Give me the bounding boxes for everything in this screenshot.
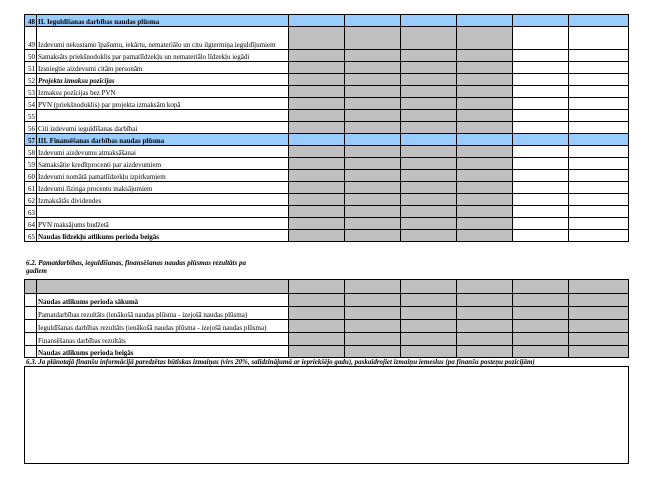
value-cell[interactable] xyxy=(401,346,457,358)
row-number: 57 xyxy=(25,134,37,146)
table-row xyxy=(25,206,629,218)
value-cell[interactable] xyxy=(513,62,569,74)
row-label: Izmaksātās dividendes xyxy=(37,194,289,206)
row-number xyxy=(25,294,37,307)
value-cell[interactable] xyxy=(569,86,629,98)
row-label xyxy=(37,280,289,294)
value-cell[interactable] xyxy=(513,27,569,50)
value-cell[interactable] xyxy=(457,230,513,242)
table-row xyxy=(25,27,629,50)
value-cell[interactable] xyxy=(513,194,569,206)
row-label: Izdevumi aizdevumu atmaksāšanai xyxy=(37,146,289,158)
value-cell[interactable] xyxy=(289,230,345,242)
value-cell[interactable] xyxy=(569,294,629,307)
value-cell[interactable] xyxy=(569,307,629,320)
row-label: Izsniegtie aizdevumi citām personām xyxy=(37,62,289,74)
table-row xyxy=(25,62,629,74)
value-cell[interactable] xyxy=(289,182,345,194)
value-cell[interactable] xyxy=(457,182,513,194)
value-cell[interactable] xyxy=(457,98,513,110)
value-cell[interactable] xyxy=(345,15,401,27)
row-label: Naudas līdzekļu atlikums perioda beigās xyxy=(37,230,289,242)
value-cell[interactable] xyxy=(569,50,629,62)
value-cell[interactable] xyxy=(289,170,345,182)
value-cell[interactable] xyxy=(513,206,569,218)
value-cell[interactable] xyxy=(457,346,513,358)
value-cell[interactable] xyxy=(345,158,401,170)
row-number: 58 xyxy=(25,146,37,158)
row-number xyxy=(25,307,37,320)
value-cell[interactable] xyxy=(289,86,345,98)
value-cell[interactable] xyxy=(401,182,457,194)
value-cell[interactable] xyxy=(513,182,569,194)
row-number: 59 xyxy=(25,158,37,170)
section-63-title: 6.3. Ja plānotajā finanšu informācijā paredzētas būtiskas izmaiņas (virs 20%, salīdzinājumā ar iepriekšējo gadu), paskaidrojiet izmaiņu iemeslus (pa finanšu posteņu pozīcijām) xyxy=(26,358,535,366)
results-sheet xyxy=(24,279,628,358)
value-cell[interactable] xyxy=(513,320,569,333)
row-number: 53 xyxy=(25,86,37,98)
value-cell[interactable] xyxy=(345,98,401,110)
value-cell[interactable] xyxy=(513,346,569,358)
value-cell[interactable] xyxy=(401,27,457,50)
table-row xyxy=(25,346,629,358)
value-cell[interactable] xyxy=(569,146,629,158)
value-cell[interactable] xyxy=(457,146,513,158)
row-number xyxy=(25,346,37,358)
value-cell[interactable] xyxy=(569,134,629,146)
table-row xyxy=(25,146,629,158)
value-cell[interactable] xyxy=(457,294,513,307)
row-number xyxy=(25,320,37,333)
value-cell[interactable] xyxy=(345,146,401,158)
value-cell[interactable] xyxy=(401,158,457,170)
value-cell[interactable] xyxy=(401,110,457,122)
value-cell[interactable] xyxy=(289,98,345,110)
value-cell[interactable] xyxy=(345,320,401,333)
row-label: Projekta izmaksu pozīcijas xyxy=(37,74,289,86)
value-cell[interactable] xyxy=(345,182,401,194)
value-cell[interactable] xyxy=(345,230,401,242)
row-number: 61 xyxy=(25,182,37,194)
row-label xyxy=(37,110,289,122)
table-row xyxy=(25,333,629,346)
value-cell[interactable] xyxy=(513,122,569,134)
value-cell[interactable] xyxy=(513,15,569,27)
value-cell[interactable] xyxy=(513,86,569,98)
row-label xyxy=(37,206,289,218)
table-row xyxy=(25,50,629,62)
value-cell[interactable] xyxy=(401,230,457,242)
row-label: Naudas atlikums perioda beigās xyxy=(37,346,289,358)
value-cell[interactable] xyxy=(289,280,345,294)
row-number: 65 xyxy=(25,230,37,242)
row-label: Ieguldīšanas darbības rezultāts (ienākošā naudas plūsma - izejošā naudas plūsma) xyxy=(37,320,289,333)
results-table xyxy=(24,279,629,358)
value-cell[interactable] xyxy=(457,170,513,182)
value-cell[interactable] xyxy=(345,74,401,86)
value-cell[interactable] xyxy=(401,280,457,294)
value-cell[interactable] xyxy=(457,27,513,50)
table-row xyxy=(25,122,629,134)
value-cell[interactable] xyxy=(345,218,401,230)
table-row xyxy=(25,230,629,242)
value-cell[interactable] xyxy=(289,194,345,206)
table-row xyxy=(25,170,629,182)
value-cell[interactable] xyxy=(289,146,345,158)
table-row xyxy=(25,280,629,294)
value-cell[interactable] xyxy=(569,230,629,242)
row-label: Samaksāts priekšnodoklis par pamatlīdzekļu un nemateriālo līdzekļu iegādi xyxy=(37,50,289,62)
value-cell[interactable] xyxy=(345,307,401,320)
value-cell[interactable] xyxy=(569,110,629,122)
value-cell[interactable] xyxy=(513,110,569,122)
table-row xyxy=(25,98,629,110)
table-row xyxy=(25,158,629,170)
table-row xyxy=(25,110,629,122)
value-cell[interactable] xyxy=(401,333,457,346)
row-label: Izdevumi nekustamo īpašumu, iekārtu, nemateriālo un citu ilgtermiņa ieguldījumiem xyxy=(37,27,289,50)
value-cell[interactable] xyxy=(289,27,345,50)
value-cell[interactable] xyxy=(513,98,569,110)
value-cell[interactable] xyxy=(401,218,457,230)
cashflow-sheet xyxy=(24,14,628,242)
value-cell[interactable] xyxy=(289,74,345,86)
value-cell[interactable] xyxy=(401,62,457,74)
value-cell[interactable] xyxy=(513,218,569,230)
value-cell[interactable] xyxy=(345,122,401,134)
value-cell[interactable] xyxy=(289,15,345,27)
table-row xyxy=(25,194,629,206)
value-cell[interactable] xyxy=(513,170,569,182)
row-label: II. Ieguldīšanas darbības naudas plūsma xyxy=(37,15,289,27)
table-row xyxy=(25,307,629,320)
table-row xyxy=(25,294,629,307)
value-cell[interactable] xyxy=(569,27,629,50)
value-cell[interactable] xyxy=(345,27,401,50)
row-number: 63 xyxy=(25,206,37,218)
value-cell[interactable] xyxy=(569,158,629,170)
value-cell[interactable] xyxy=(289,50,345,62)
row-number: 51 xyxy=(25,62,37,74)
value-cell[interactable] xyxy=(513,158,569,170)
row-label: Pamatdarbības rezultāts (ienākošā naudas plūsma - izejošā naudas plūsma) xyxy=(37,307,289,320)
value-cell[interactable] xyxy=(457,15,513,27)
row-number: 56 xyxy=(25,122,37,134)
value-cell[interactable] xyxy=(457,110,513,122)
value-cell[interactable] xyxy=(345,346,401,358)
value-cell[interactable] xyxy=(289,122,345,134)
row-number: 49 xyxy=(25,27,37,50)
value-cell[interactable] xyxy=(457,86,513,98)
value-cell[interactable] xyxy=(289,62,345,74)
value-cell[interactable] xyxy=(569,194,629,206)
value-cell[interactable] xyxy=(345,110,401,122)
table-row xyxy=(25,134,629,146)
value-cell[interactable] xyxy=(569,182,629,194)
value-cell[interactable] xyxy=(569,74,629,86)
row-number xyxy=(25,280,37,294)
value-cell[interactable] xyxy=(513,134,569,146)
value-cell[interactable] xyxy=(401,74,457,86)
value-cell[interactable] xyxy=(345,294,401,307)
value-cell[interactable] xyxy=(457,122,513,134)
row-label: Izmaksu pozīcijas bez PVN xyxy=(37,86,289,98)
row-label: PVN maksājums budžetā xyxy=(37,218,289,230)
value-cell[interactable] xyxy=(401,170,457,182)
value-cell[interactable] xyxy=(289,307,345,320)
value-cell[interactable] xyxy=(569,62,629,74)
value-cell[interactable] xyxy=(345,62,401,74)
value-cell[interactable] xyxy=(401,146,457,158)
row-label: Izdevumi nomātā pamatlīdzekļu izpirkumiem xyxy=(37,170,289,182)
value-cell[interactable] xyxy=(289,333,345,346)
value-cell[interactable] xyxy=(569,346,629,358)
table-row xyxy=(25,320,629,333)
row-label: Izdevumi līzinga procentu maksājumiem xyxy=(37,182,289,194)
value-cell[interactable] xyxy=(457,158,513,170)
value-cell[interactable] xyxy=(345,194,401,206)
value-cell[interactable] xyxy=(401,134,457,146)
value-cell[interactable] xyxy=(457,307,513,320)
value-cell[interactable] xyxy=(513,294,569,307)
value-cell[interactable] xyxy=(569,280,629,294)
value-cell[interactable] xyxy=(289,218,345,230)
value-cell[interactable] xyxy=(457,62,513,74)
value-cell[interactable] xyxy=(345,134,401,146)
row-label: Citi izdevumi ieguldīšanas darbībai xyxy=(37,122,289,134)
value-cell[interactable] xyxy=(569,98,629,110)
value-cell[interactable] xyxy=(569,218,629,230)
value-cell[interactable] xyxy=(513,280,569,294)
table-row xyxy=(25,218,629,230)
value-cell[interactable] xyxy=(345,206,401,218)
value-cell[interactable] xyxy=(569,320,629,333)
value-cell[interactable] xyxy=(457,320,513,333)
table-row xyxy=(25,74,629,86)
value-cell[interactable] xyxy=(345,333,401,346)
value-cell[interactable] xyxy=(345,280,401,294)
row-number: 54 xyxy=(25,98,37,110)
value-cell[interactable] xyxy=(401,86,457,98)
cashflow-table xyxy=(24,14,629,242)
value-cell[interactable] xyxy=(513,146,569,158)
row-number: 55 xyxy=(25,110,37,122)
value-cell[interactable] xyxy=(289,346,345,358)
row-number: 60 xyxy=(25,170,37,182)
section-62-title: 6.2. Pamatdarbības, ieguldīšanas, finansēšanas naudas plūsmas rezultāts pa gadiem xyxy=(26,259,246,275)
row-number: 62 xyxy=(25,194,37,206)
row-number: 50 xyxy=(25,50,37,62)
value-cell[interactable] xyxy=(401,98,457,110)
value-cell[interactable] xyxy=(569,122,629,134)
value-cell[interactable] xyxy=(569,206,629,218)
row-label: Naudas atlikums perioda sākumā xyxy=(37,294,289,307)
value-cell[interactable] xyxy=(513,74,569,86)
value-cell[interactable] xyxy=(289,110,345,122)
value-cell[interactable] xyxy=(345,86,401,98)
value-cell[interactable] xyxy=(401,194,457,206)
row-number: 64 xyxy=(25,218,37,230)
value-cell[interactable] xyxy=(289,320,345,333)
value-cell[interactable] xyxy=(457,50,513,62)
value-cell[interactable] xyxy=(289,134,345,146)
value-cell[interactable] xyxy=(569,170,629,182)
value-cell[interactable] xyxy=(289,158,345,170)
value-cell[interactable] xyxy=(513,230,569,242)
value-cell[interactable] xyxy=(457,280,513,294)
value-cell[interactable] xyxy=(401,307,457,320)
value-cell[interactable] xyxy=(401,320,457,333)
value-cell[interactable] xyxy=(513,307,569,320)
explanation-textbox[interactable] xyxy=(24,366,629,464)
value-cell[interactable] xyxy=(513,50,569,62)
value-cell[interactable] xyxy=(569,15,629,27)
value-cell[interactable] xyxy=(457,206,513,218)
value-cell[interactable] xyxy=(401,206,457,218)
row-label: III. Finansēšanas darbības naudas plūsma xyxy=(37,134,289,146)
value-cell[interactable] xyxy=(457,134,513,146)
table-row xyxy=(25,86,629,98)
row-number: 52 xyxy=(25,74,37,86)
row-label: Samaksātie kredītprocenti par aizdevumiem xyxy=(37,158,289,170)
value-cell[interactable] xyxy=(457,333,513,346)
value-cell[interactable] xyxy=(457,218,513,230)
table-row xyxy=(25,182,629,194)
value-cell[interactable] xyxy=(401,50,457,62)
value-cell[interactable] xyxy=(513,333,569,346)
row-label: PVN (priekšnodoklis) par projekta izmaksām kopā xyxy=(37,98,289,110)
value-cell[interactable] xyxy=(289,294,345,307)
value-cell[interactable] xyxy=(401,294,457,307)
value-cell[interactable] xyxy=(457,74,513,86)
value-cell[interactable] xyxy=(457,194,513,206)
row-number: 48 xyxy=(25,15,37,27)
value-cell[interactable] xyxy=(401,122,457,134)
row-label: Finansēšanas darbības rezultāts xyxy=(37,333,289,346)
value-cell[interactable] xyxy=(289,206,345,218)
table-row xyxy=(25,15,629,27)
value-cell[interactable] xyxy=(401,15,457,27)
value-cell[interactable] xyxy=(345,50,401,62)
row-number xyxy=(25,333,37,346)
value-cell[interactable] xyxy=(569,333,629,346)
value-cell[interactable] xyxy=(345,170,401,182)
